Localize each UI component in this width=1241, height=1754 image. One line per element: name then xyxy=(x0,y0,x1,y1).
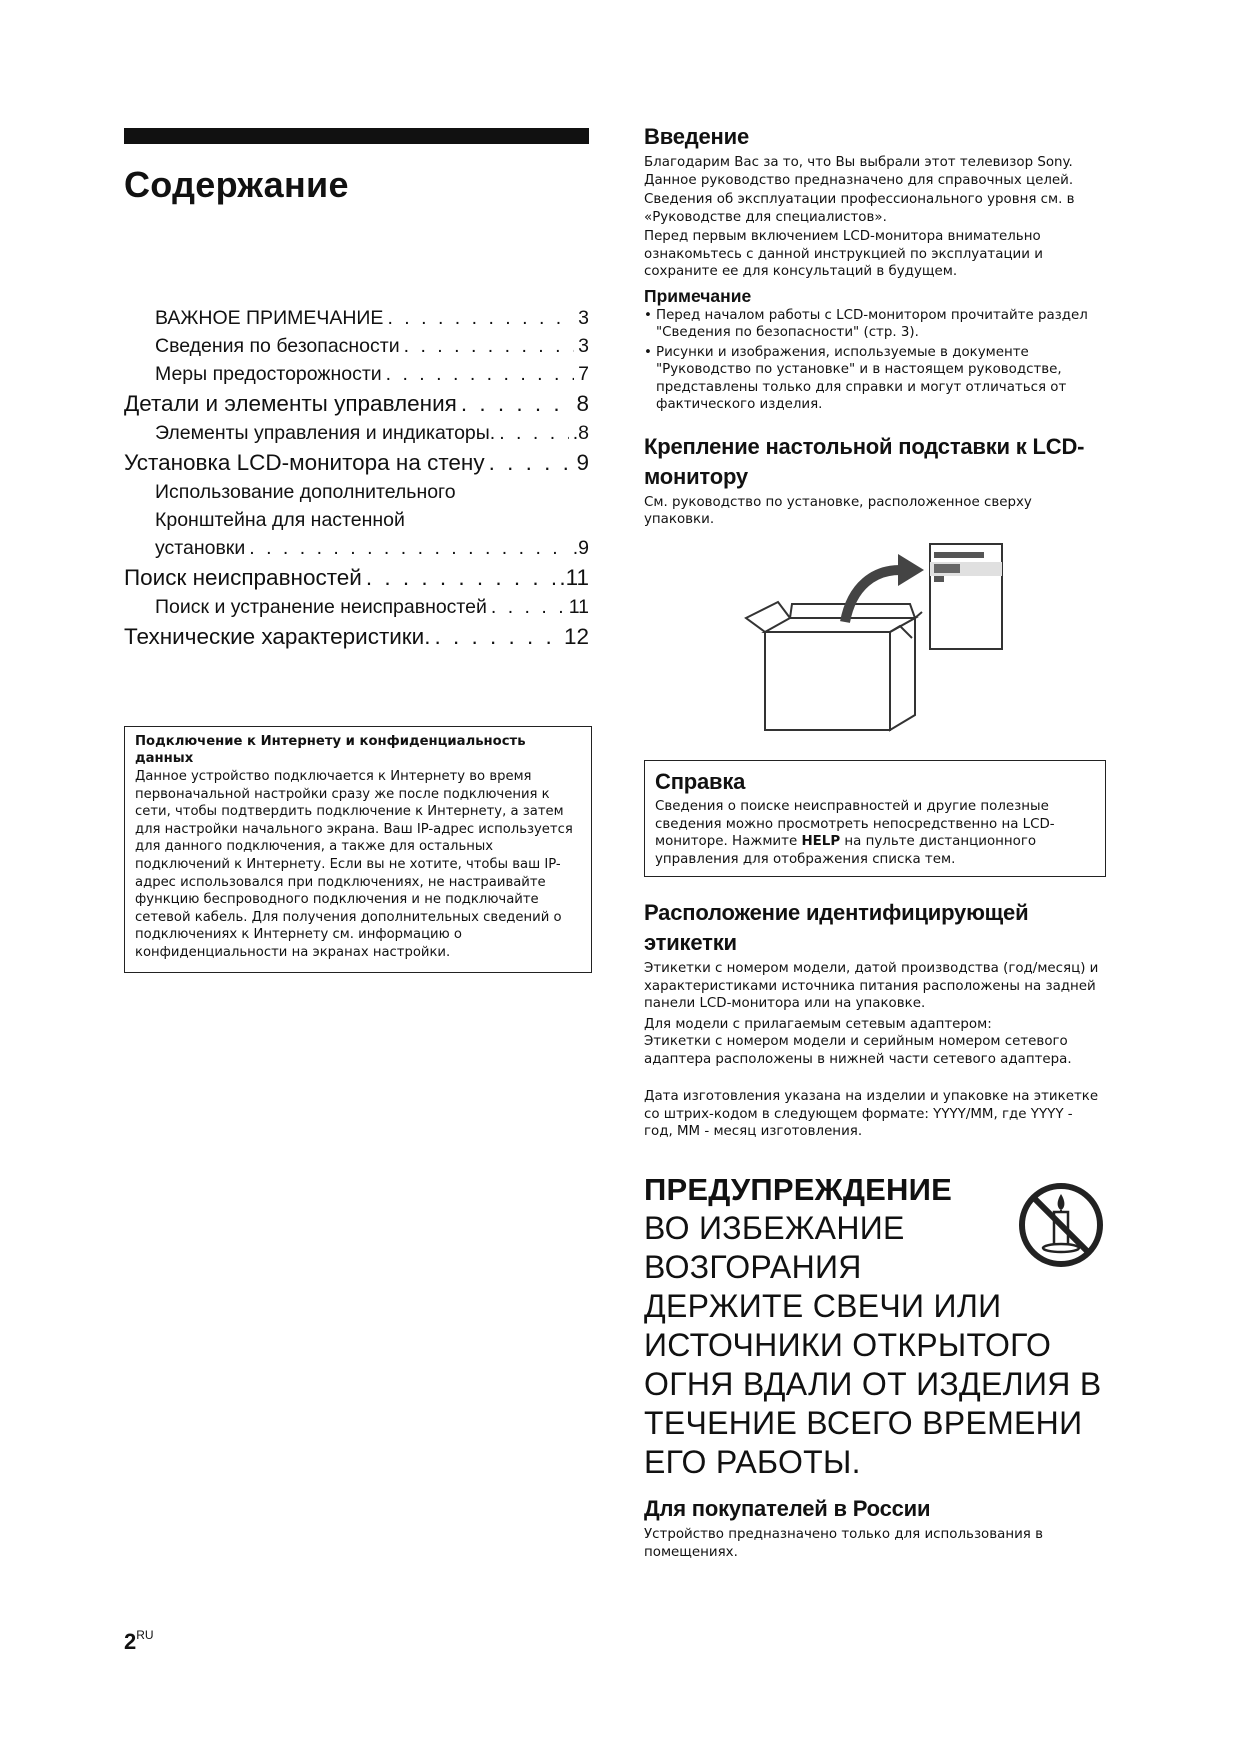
warning-line: ДЕРЖИТЕ СВЕЧИ ИЛИ xyxy=(644,1288,1002,1324)
warning-line: ВОЗГОРАНИЯ xyxy=(644,1249,862,1285)
label-paragraph: Этикетки с номером модели и серийным номером сетевого адаптера расположены в нижней части сетевого адаптера. xyxy=(644,1034,1072,1067)
russia-heading: Для покупателей в России xyxy=(644,1496,931,1521)
privacy-title: Подключение к Интернету и конфиденциальность данных xyxy=(135,734,526,766)
warning-line: ОГНЯ ВДАЛИ ОТ ИЗДЕЛИЯ В xyxy=(644,1366,1102,1402)
privacy-notice-box xyxy=(124,726,592,973)
privacy-body: Данное устройство подключается к Интернету во время первоначальной настройки сразу же после подключения к сети, чтобы подтвердить подключение к Интернету, а затем для настройки начального экрана. Ваш IP-адрес используется для данного подключения, а также для остальных подключений к Интернету. Если вы не хотите, чтобы ваш IP-адрес использовался при подключениях, не настраивайте функцию беспроводного подключения и не подключайте сетевой кабель. Для получения дополнительных сведений о подключениях к Интернету см. информацию о конфиденциальности на экранах настройки. xyxy=(135,769,573,960)
toc-entry[interactable]: Элементы управления и индикаторы. . . . .8 xyxy=(124,419,589,447)
toc-entry[interactable]: Сведения по безопасности . . . 3 xyxy=(124,332,589,360)
intro-heading: Введение xyxy=(644,124,750,149)
toc-entry-multiline[interactable]: Использование дополнительного Кронштейна для настенной установки . . . .9 xyxy=(124,478,589,562)
title-bar xyxy=(124,128,589,144)
label-paragraph: Для модели с прилагаемым сетевым адаптером: xyxy=(644,1016,992,1032)
russia-body: Устройство предназначено только для использования в помещениях. xyxy=(644,1527,1044,1560)
toc-entry[interactable]: Установка LCD-монитора на стену . . . 9 xyxy=(124,447,589,478)
toc-entry[interactable]: Детали и элементы управления . . . 8 xyxy=(124,388,589,419)
label-paragraph: Этикетки с номером модели, датой производства (год/месяц) и характеристиками источника питания расположены на задней панели LCD-монитора или на упаковке. xyxy=(644,961,1099,1011)
label-paragraph: Дата изготовления указана на изделии и упаковке на этикетке со штрих-кодом в следующем формате: YYYY/MM, где YYYY - год, MM - месяц изготовления. xyxy=(644,1089,1099,1139)
toc-entry[interactable]: Меры предосторожности . . . 7 xyxy=(124,360,589,388)
intro-paragraph: Перед первым включением LCD-монитора внимательно ознакомьтесь с данной инструкцией по эксплуатации и сохраните ее для консультаций в будущем. xyxy=(644,229,1043,279)
toc-title: Содержание xyxy=(124,164,349,205)
toc-entry[interactable]: Поиск и устранение неисправностей . . . 11 xyxy=(124,593,589,621)
warning-title: ПРЕДУПРЕЖДЕНИЕ xyxy=(644,1172,952,1207)
warning-line: ТЕЧЕНИЕ ВСЕГО ВРЕМЕНИ xyxy=(644,1405,1083,1441)
page-number: $2^{RU}$ xyxy=(124,1628,154,1654)
intro-paragraph: Сведения об эксплуатации профессионального уровня см. в «Руководстве для специалистов». xyxy=(644,192,1075,225)
help-key: HELP xyxy=(801,834,841,849)
help-body: Сведения о поиске неисправностей и другие полезные сведения можно просмотреть непосредственно на LCD-мониторе. Нажмите HELP на пульте дистанционного управления для отображения списка тем. xyxy=(655,799,1055,867)
no-candle-icon xyxy=(1016,1180,1106,1270)
warning-line: ЕГО РАБОТЫ. xyxy=(644,1444,861,1480)
package-illustration xyxy=(740,540,1010,740)
manual-sheet-icon xyxy=(930,544,1002,649)
stand-heading: Крепление настольной подставки к LCD-монитору xyxy=(644,433,1085,489)
stand-body: См. руководство по установке, расположенное сверху упаковки. xyxy=(644,494,1032,527)
label-section xyxy=(644,898,1104,1141)
arrow-icon xyxy=(845,570,900,622)
label-heading: Расположение идентифицирующей этикетки xyxy=(644,900,1029,955)
toc-list xyxy=(124,300,589,652)
note-bullet: • Перед началом работы с LCD-монитором прочитайте раздел "Сведения по безопасности" (стр. 3). xyxy=(644,307,1088,340)
note-bullet: • Рисунки и изображения, используемые в документе "Руководство по установке" и в настоящем руководстве, представлены только для справки и могут отличаться от фактического изделия. xyxy=(644,344,1067,412)
note-heading: Примечание xyxy=(644,285,752,306)
intro-paragraph: Благодарим Вас за то, что Вы выбрали этот телевизор Sony. Данное руководство предназначено для справочных целей. xyxy=(644,155,1074,188)
warning-line: ВО ИЗБЕЖАНИЕ xyxy=(644,1210,905,1246)
warning-line: ИСТОЧНИКИ ОТКРЫТОГО xyxy=(644,1327,1052,1363)
toc-entry[interactable]: Поиск неисправностей . . . .11 xyxy=(124,562,589,593)
help-box xyxy=(644,760,1106,877)
right-column xyxy=(644,122,1104,529)
toc-entry[interactable]: Технические характеристики. . . . 12 xyxy=(124,621,589,652)
box-icon xyxy=(746,602,922,730)
toc-section xyxy=(124,128,589,649)
toc-entry[interactable]: ВАЖНОЕ ПРИМЕЧАНИЕ . . . 3 xyxy=(124,304,589,332)
help-heading: Справка xyxy=(655,769,746,794)
russia-section xyxy=(644,1494,1104,1561)
